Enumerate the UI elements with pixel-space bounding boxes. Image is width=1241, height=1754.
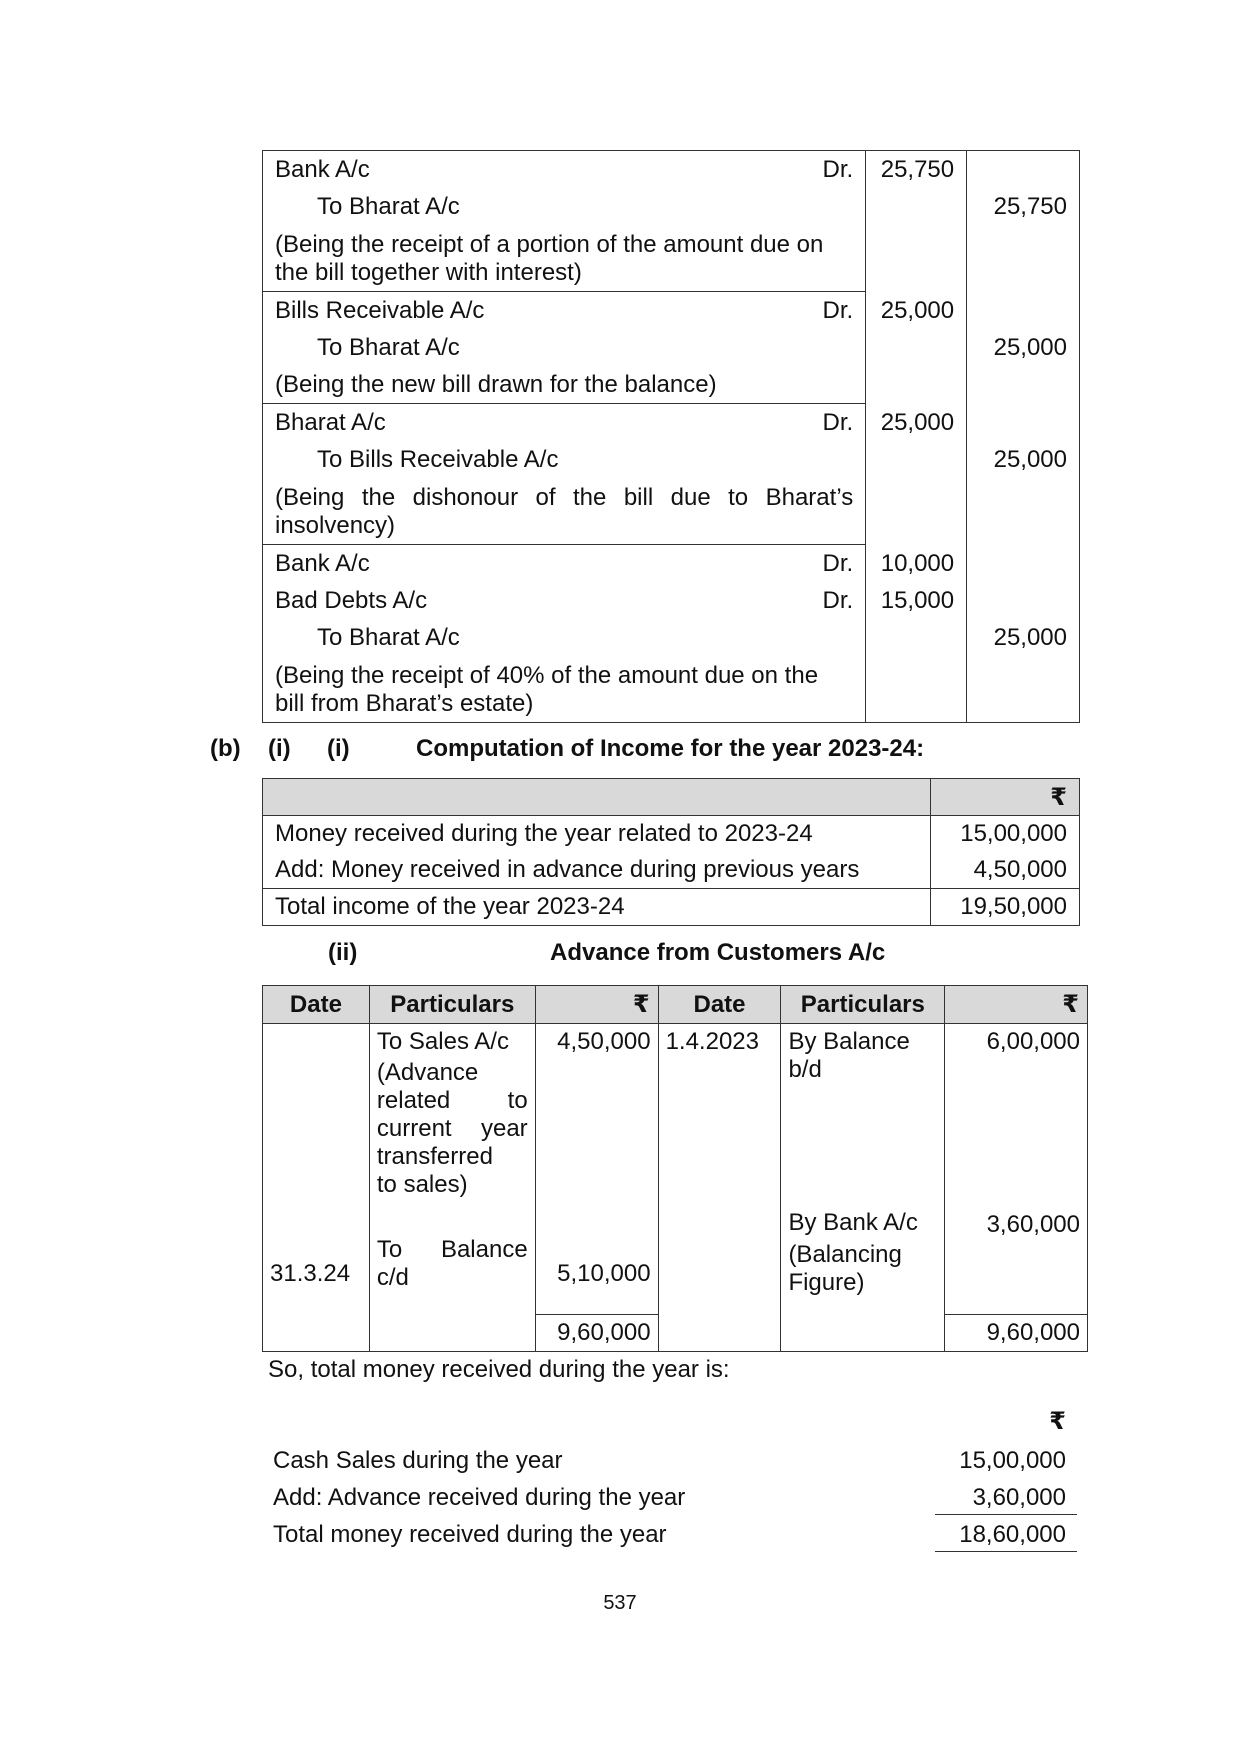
page-number: 537 [603, 1592, 637, 1614]
row-label: Money received during the year related to 2023-24 [263, 816, 931, 853]
dr-label: Dr. [822, 587, 854, 614]
narration: (Being the receipt of 40% of the amount due on the bill from Bharat’s estate) [275, 662, 819, 717]
total-amount: 18,60,000 [959, 1521, 1066, 1548]
to-sales: To Sales A/c [376, 1028, 509, 1055]
dr-label: Dr. [822, 156, 854, 183]
credit-account: To Bharat A/c [317, 334, 460, 361]
opening-line: b/d [788, 1056, 822, 1083]
dr-total: 9,60,000 [535, 1314, 658, 1351]
section-label-b: (b) [210, 735, 241, 762]
journal-entry [263, 151, 1080, 292]
header-rupee: ₹ [945, 986, 1088, 1024]
ledger-total-row [263, 1314, 1088, 1351]
debit-account: Bad Debts A/c [275, 587, 428, 614]
section-label-i: (i) [327, 735, 350, 762]
journal-entry [263, 545, 1080, 723]
income-computation-table [262, 778, 1080, 926]
underline [935, 1514, 1077, 1515]
note-line: transferred [376, 1143, 493, 1170]
balance-line: c/d [376, 1264, 409, 1291]
summary-row [273, 1442, 1077, 1479]
bank-note-line: (Balancing [788, 1241, 902, 1268]
credit-account: To Bharat A/c [317, 624, 460, 651]
section-title: Computation of Income for the year 2023-24: [416, 735, 925, 762]
bank-note-line: Figure) [788, 1269, 865, 1296]
opening-amount: 6,00,000 [986, 1028, 1080, 1055]
note-line: related to [376, 1087, 528, 1114]
header-date: Date [263, 986, 370, 1024]
summary-total-row [273, 1516, 1077, 1553]
row-amount: 3,60,000 [972, 1484, 1066, 1511]
debit-amount: 10,000 [880, 549, 955, 577]
debit-line [263, 151, 865, 188]
credit-amount: 25,000 [993, 623, 1067, 651]
debit-amount: 25,750 [880, 156, 955, 183]
debit-line [263, 582, 865, 619]
header-particulars: Particulars [369, 986, 535, 1024]
balance-amount: 5,10,000 [557, 1260, 651, 1287]
header-particulars: Particulars [781, 986, 945, 1024]
rupee-symbol: ₹ [931, 779, 1080, 816]
total-amount: 19,50,000 [931, 889, 1080, 926]
row-label: Cash Sales during the year [273, 1447, 563, 1474]
debit-account: Bank A/c [275, 550, 370, 577]
debit-amount: 15,000 [880, 586, 955, 614]
underline [935, 1551, 1077, 1552]
bank-line: By Bank A/c [788, 1209, 918, 1236]
advance-ledger-table [262, 985, 1088, 1352]
row-amount: 4,50,000 [973, 856, 1067, 883]
table-header [263, 779, 1080, 816]
table-row [263, 852, 1080, 889]
journal-entries-table [262, 150, 1080, 723]
narration: (Being the dishonour of the bill due to Bharat’s insolvency) [275, 484, 854, 539]
note-line: to sales) [376, 1171, 468, 1198]
total-label: Total income of the year 2023-24 [263, 889, 931, 926]
row-label: Add: Advance received during the year [273, 1484, 686, 1511]
dr-label: Dr. [822, 550, 854, 577]
summary-intro: So, total money received during the year is: [268, 1356, 730, 1383]
journal-entry [263, 404, 1080, 545]
debit-account: Bills Receivable A/c [275, 297, 485, 324]
opening-date: 1.4.2023 [665, 1028, 759, 1055]
balance-line: To Balance [376, 1236, 528, 1263]
opening-line: By Balance [788, 1028, 910, 1055]
row-amount: 15,00,000 [959, 1447, 1066, 1474]
table-row [263, 816, 1080, 853]
header-date: Date [658, 986, 781, 1024]
row-amount: 15,00,000 [960, 820, 1067, 847]
dr-label: Dr. [822, 409, 854, 436]
ledger-row [263, 1024, 1088, 1315]
summary-row [273, 1479, 1077, 1516]
credit-account: To Bharat A/c [317, 193, 460, 220]
bank-amount: 3,60,000 [986, 1211, 1080, 1238]
row-label: Add: Money received in advance during previous years [263, 852, 931, 889]
dr-label: Dr. [822, 297, 854, 324]
narration: (Being the new bill drawn for the balance) [275, 371, 717, 398]
header-rupee: ₹ [535, 986, 658, 1024]
debit-line [263, 545, 865, 582]
section-label-i: (i) [268, 735, 291, 762]
credit-amount: 25,000 [993, 445, 1067, 473]
journal-entry [263, 292, 1080, 404]
debit-line [263, 292, 865, 329]
note-line: (Advance [376, 1059, 479, 1086]
credit-amount: 25,000 [993, 333, 1067, 361]
total-row [263, 889, 1080, 926]
debit-account: Bank A/c [275, 156, 370, 183]
narration: (Being the receipt of a portion of the amount due on the bill together with interest) [275, 231, 824, 286]
debit-amount: 25,000 [880, 408, 955, 436]
credit-amount: 25,750 [993, 193, 1067, 220]
note-line: current year [376, 1115, 528, 1142]
debit-line [263, 404, 865, 441]
debit-amount: 25,000 [880, 296, 955, 324]
total-label: Total money received during the year [273, 1521, 667, 1548]
cr-total: 9,60,000 [945, 1314, 1088, 1351]
ledger-header [263, 986, 1088, 1024]
ledger-title: Advance from Customers A/c [550, 939, 886, 966]
credit-account: To Bills Receivable A/c [317, 446, 559, 473]
balance-date: 31.3.24 [270, 1260, 351, 1287]
ledger-label: (ii) [328, 939, 358, 966]
rupee-symbol: ₹ [1049, 1408, 1066, 1435]
to-sales-amount: 4,50,000 [557, 1028, 651, 1055]
debit-account: Bharat A/c [275, 409, 386, 436]
